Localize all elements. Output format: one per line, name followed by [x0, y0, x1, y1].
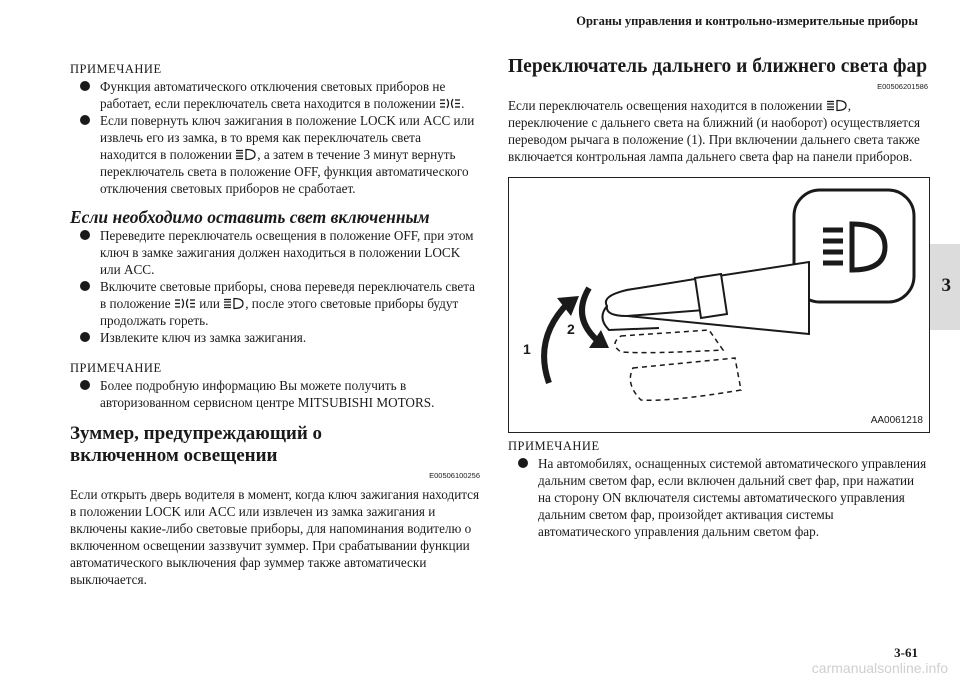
parking-lights-icon — [439, 97, 461, 110]
running-header: Органы управления и контрольно-измерительные приборы — [576, 14, 918, 28]
section-heading: Если необходимо оставить свет включенным — [70, 207, 430, 227]
right-column — [508, 56, 928, 165]
section-code: E00506100256 — [429, 471, 480, 480]
item-text: Извлеките ключ из замка зажигания. — [100, 330, 307, 345]
figure — [508, 177, 930, 433]
bullet-icon — [518, 458, 528, 468]
bullet-icon — [80, 332, 90, 342]
bullet-icon — [80, 230, 90, 240]
figure-illustration — [509, 178, 929, 432]
parking-lights-icon — [174, 297, 196, 310]
lever-position-dashed — [615, 330, 723, 353]
page-number: 3-61 — [894, 645, 918, 660]
bullet-icon — [80, 380, 90, 390]
item-text: Более подробную информацию Вы можете получить в авторизованном сервисном центре MITSUBISHI MOTORS. — [100, 378, 435, 410]
note-label: ПРИМЕЧАНИЕ — [508, 439, 600, 453]
item-text: Включите световые приборы, снова переведя переключатель света в положение — [100, 279, 476, 311]
note-label: ПРИМЕЧАНИЕ — [70, 361, 162, 375]
item-text: , а затем в течение 3 минут вернуть переключатель света в положение OFF, функция автоматического отключения световых приборов не сработает. — [100, 147, 469, 196]
arrow-label-1: 1 — [523, 341, 531, 357]
headlight-icon — [235, 148, 257, 161]
headlight-icon — [223, 297, 245, 310]
item-text: . — [461, 96, 465, 111]
arrow-2 — [582, 288, 599, 342]
list-item — [70, 78, 480, 112]
lever-band — [695, 274, 727, 318]
paragraph-text: Если переключатель освещения находится в положении — [508, 98, 826, 113]
item-text: Если повернуть ключ зажигания в положение LOCK или ACC или извлечь его из замка, в то время как переключатель света находится в положении — [100, 113, 475, 162]
paragraph: Если открыть дверь водителя в момент, когда ключ зажигания находится в положении LOCK или ACC или извлечен из замка зажигания и включены какие-либо световые приборы, для напоминания водителю о включенном освещении заззвучит зуммер. При срабатывании функции автоматического выключения фар зуммер также автоматически выключается. — [70, 487, 480, 587]
section-heading: Переключатель дальнего и ближнего света фар — [508, 56, 928, 77]
left-column — [70, 61, 480, 588]
list-item — [70, 329, 480, 346]
item-text: На автомобилях, оснащенных системой автоматического управления дальним светом фар, если включен дальний свет фар, при нажатии на сторону ON включателя системы автоматического управления дальним светом фар, произойдет активация системы автоматического управления дальним светом фар. — [538, 456, 927, 539]
section-heading: Зуммер, предупреждающий о включенном освещении — [70, 423, 323, 466]
list-item — [70, 377, 480, 411]
watermark: carmanualsonline.info — [811, 660, 948, 676]
chapter-number: 3 — [941, 275, 951, 296]
paragraph-text: , переключение с дальнего света на ближний (и наоборот) осуществляется переводом рычага в положение (1). При включении дальнего света также включается контрольная лампа дальнего света фар на панели приборов. — [508, 98, 921, 164]
figure-code: AA0061218 — [870, 415, 923, 426]
list-item — [70, 278, 480, 329]
list-item — [70, 227, 480, 278]
list-item — [508, 455, 928, 540]
bullet-icon — [80, 115, 90, 125]
item-text: Функция автоматического отключения световых приборов не работает, если переключатель света находится в положении — [100, 79, 446, 111]
item-text: Переведите переключатель освещения в положение OFF, при этом ключ в замке зажигания должен находиться в положении LOCK или ACC. — [100, 228, 474, 277]
list-item — [70, 112, 480, 197]
lever-position-dashed — [630, 358, 741, 400]
headlight-icon — [826, 99, 848, 112]
high-beam-icon — [823, 224, 885, 270]
item-text: или — [195, 296, 224, 311]
bullet-icon — [80, 81, 90, 91]
bullet-icon — [80, 281, 90, 291]
section-code: E00506201586 — [877, 82, 928, 91]
lever-grip — [606, 278, 705, 316]
arrow-label-2: 2 — [567, 321, 575, 337]
arrow-1 — [544, 302, 569, 383]
paragraph — [508, 97, 928, 165]
item-text: , после этого световые приборы будут продолжать гореть. — [100, 296, 459, 328]
right-note — [508, 438, 928, 540]
note-label: ПРИМЕЧАНИЕ — [70, 62, 162, 76]
